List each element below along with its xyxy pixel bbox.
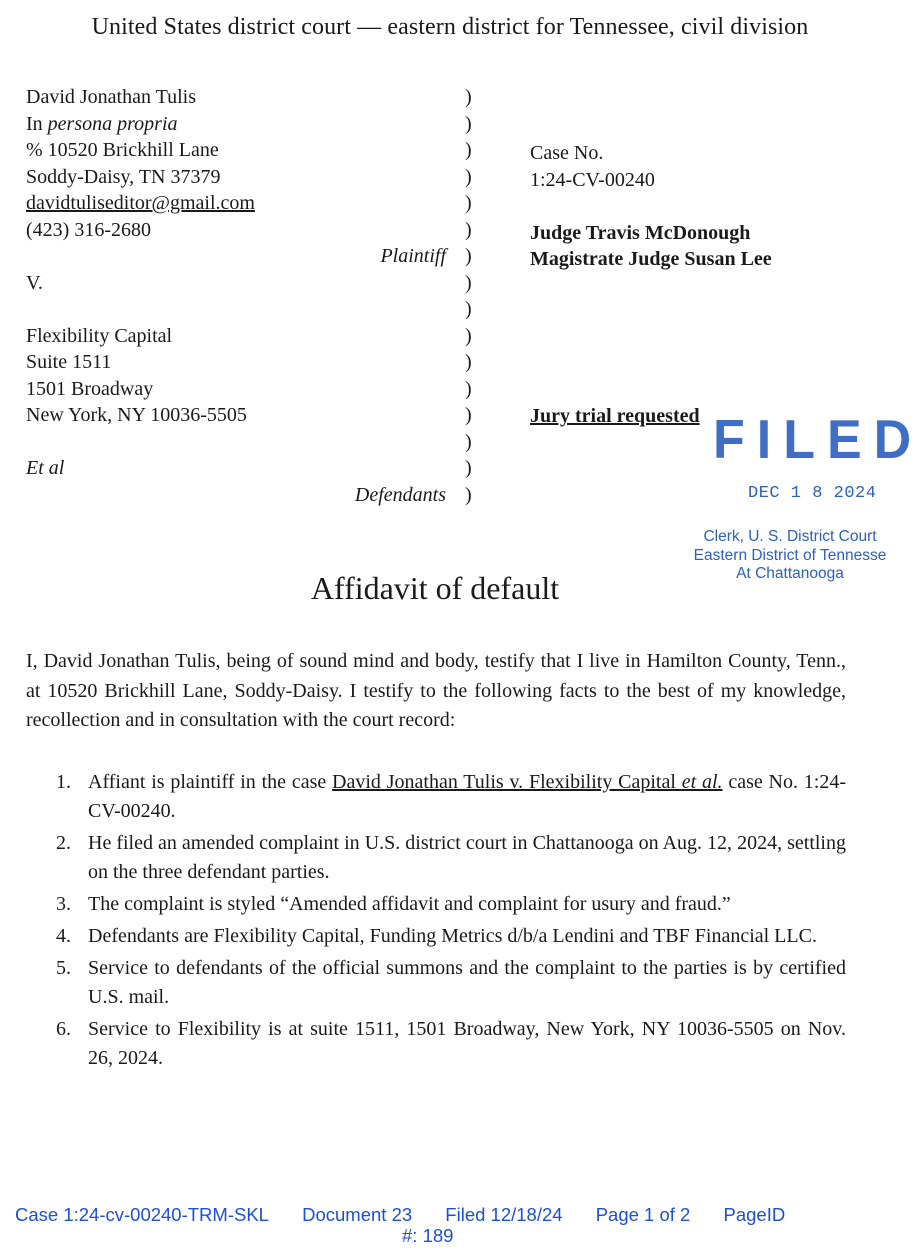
caption-paren: ) (465, 218, 472, 241)
footer-page: Page 1 of 2 (595, 1204, 691, 1225)
spacer (530, 193, 870, 220)
plaintiff-address-line2: Soddy-Daisy, TN 37379 (26, 165, 221, 188)
clerk-stamp-line2: Eastern District of Tennesse (693, 546, 887, 564)
magistrate-name: Magistrate Judge Susan Lee (530, 248, 772, 270)
footer-document: Document 23 (302, 1204, 413, 1225)
footer-case: Case 1:24-cv-00240-TRM-SKL (15, 1204, 269, 1225)
fact-text: Service to Flexibility is at suite 1511, 1501 Broadway, New York, NY 10036-5505 on Nov. 26, 2024. (88, 1018, 846, 1069)
caption-paren: ) (465, 139, 472, 161)
clerk-stamp-line3: At Chattanooga (736, 565, 844, 582)
caption-paren: ) (465, 377, 472, 400)
defendant-address-line2: 1501 Broadway (26, 377, 154, 400)
caption-paren: ) (465, 483, 472, 506)
judge-name: Judge Travis McDonough (530, 221, 751, 244)
caption-paren: ) (465, 324, 472, 347)
case-number: 1:24-CV-00240 (530, 168, 655, 191)
caption-paren: ) (465, 271, 472, 294)
list-number: 6. (56, 1018, 71, 1040)
facts-list (50, 768, 846, 1076)
case-citation-et-al: et al. (681, 771, 723, 793)
document-title: Affidavit of default (310, 570, 560, 606)
list-number: 5. (56, 957, 71, 979)
caption-parentheses (465, 84, 479, 508)
footer-row (15, 1204, 895, 1225)
fact-text: Affiant is plaintiff in the case (88, 771, 333, 793)
case-info (530, 140, 870, 273)
caption-paren: ) (465, 245, 472, 267)
plaintiff-capacity-prefix: In (26, 112, 48, 135)
fact-text: The complaint is styled “Amended affidavit and complaint for usury and fraud.” (88, 893, 731, 915)
clerk-stamp-line1: Clerk, U. S. District Court (703, 528, 877, 545)
fact-text: He filed an amended complaint in U.S. district court in Chattanooga on Aug. 12, 2024, settling on the three defendant parties. (88, 832, 846, 883)
filed-stamp-date: DEC 1 8 2024 (748, 484, 877, 503)
filed-stamp: FILED (713, 409, 923, 471)
caption-paren: ) (465, 112, 472, 135)
plaintiff-capacity-latin: persona propria (47, 112, 178, 135)
list-item (50, 768, 846, 826)
defendant-address-line3: New York, NY 10036-5505 (26, 404, 247, 426)
list-item (50, 954, 846, 1012)
caption-paren: ) (465, 298, 472, 320)
spacer (26, 296, 456, 323)
fact-text: Defendants are Flexibility Capital, Funding Metrics d/b/a Lendini and TBF Financial LLC. (88, 925, 817, 947)
ecf-footer (15, 1204, 895, 1246)
footer-pageid-number: #: 189 (402, 1225, 454, 1246)
spacer (26, 429, 456, 456)
caption-paren: ) (465, 457, 472, 479)
plaintiff-role-label: Plaintiff (380, 245, 446, 267)
footer-filed: Filed 12/18/24 (445, 1204, 563, 1225)
caption-paren: ) (465, 404, 472, 426)
list-number: 3. (56, 893, 71, 915)
defendant-role-label: Defendants (354, 483, 446, 506)
footer-pageid: PageID (723, 1204, 786, 1225)
caption-paren: ) (465, 165, 472, 188)
court-header: United States district court — eastern district for Tennessee, civil division (91, 14, 809, 40)
et-al-text: Et al (26, 457, 65, 479)
intro-paragraph: I, David Jonathan Tulis, being of sound mind and body, testify that I live in Hamilton County, Tenn., at 10520 Brickhill Lane, Soddy-Daisy. I testify to the following facts to the best of my knowledge, recollection and in consultation with the court record: (26, 650, 846, 731)
plaintiff-email: davidtuliseditor@gmail.com (26, 192, 255, 214)
case-citation (332, 771, 722, 793)
plaintiff-phone: (423) 316-2680 (26, 218, 151, 241)
plaintiff-capacity (26, 111, 456, 138)
versus: V. (26, 271, 43, 294)
plaintiff-address-line1: % 10520 Brickhill Lane (26, 139, 219, 161)
list-number: 1. (56, 771, 71, 793)
case-citation-name: David Jonathan Tulis v. Flexibility Capital (332, 771, 682, 793)
list-item (50, 890, 846, 919)
list-item (50, 922, 846, 951)
caption-parties (26, 84, 456, 508)
defendant-address-line1: Suite 1511 (26, 351, 112, 373)
caption-paren: ) (465, 86, 472, 108)
caption-paren: ) (465, 192, 472, 214)
caption-paren: ) (465, 351, 472, 373)
defendant-et-al (26, 455, 456, 482)
jury-trial-requested: Jury trial requested (530, 405, 700, 427)
plaintiff-name: David Jonathan Tulis (26, 86, 197, 108)
fact-text: Service to defendants of the official summons and the complaint to the parties is by certified U.S. mail. (88, 957, 846, 1008)
list-item (50, 829, 846, 887)
list-number: 2. (56, 832, 71, 854)
list-item (50, 1015, 846, 1073)
defendant-name: Flexibility Capital (26, 324, 173, 347)
caption-paren: ) (465, 430, 472, 453)
list-number: 4. (56, 925, 71, 947)
fact-text: case No. 1:24-CV-00240. (88, 771, 847, 822)
case-number-label: Case No. (530, 142, 604, 164)
